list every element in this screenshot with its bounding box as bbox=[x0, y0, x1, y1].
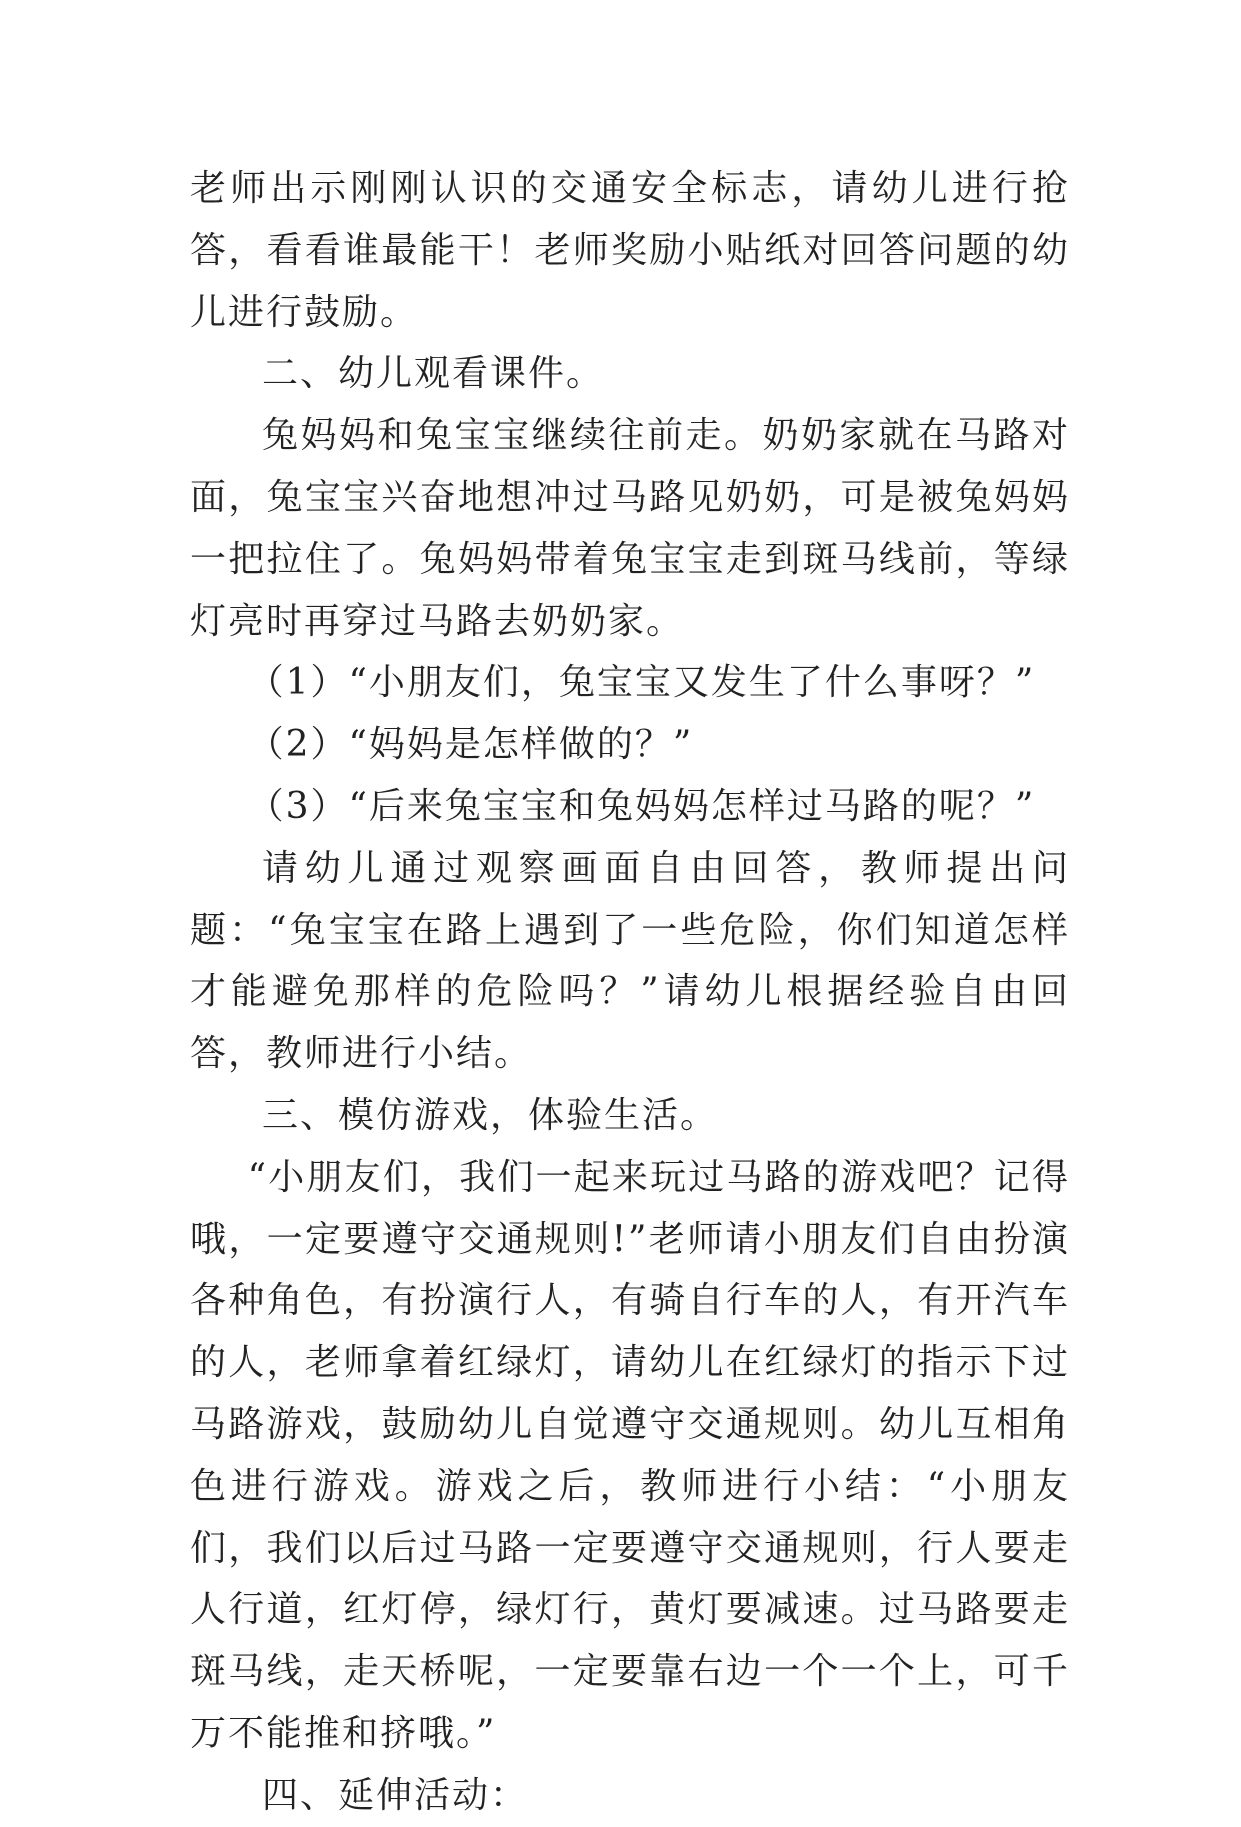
question-1: （1）“小朋友们，兔宝宝又发生了什么事呀？” bbox=[247, 662, 1036, 704]
paragraph-discussion: 请幼儿通过观察画面自由回答，教师提出问题：“兔宝宝在路上遇到了一些危险，你们知道怎样才能避免那样的危险吗？”请幼儿根据经验自由回答，教师进行小结。 bbox=[190, 847, 1070, 1075]
section-heading-extension: 四、延伸活动： bbox=[262, 1774, 529, 1816]
paragraph-game: “小朋友们，我们一起来玩过马路的游戏吧？记得哦，一定要遵守交通规则!”老师请小朋友们自由扮演各种角色，有扮演行人，有骑自行车的人，有开汽车的人，老师拿着红绿灯，请幼儿在红绿灯的指示下过马路游戏，鼓励幼儿自觉遵守交通规则。幼儿互相角色进行游戏。游戏之后，教师进行小结：“小朋友们，我们以后过马路一定要遵守交通规则，行人要走人行道，红灯停，绿灯行，黄灯要减速。过马路要走斑马线，走天桥呢，一定要靠右边一个一个上，可千万不能推和挤哦。” bbox=[190, 1156, 1070, 1754]
question-2: （2）“妈妈是怎样做的？” bbox=[247, 724, 694, 766]
question-3: （3）“后来兔宝宝和兔妈妈怎样过马路的呢？” bbox=[247, 785, 1036, 827]
paragraph-story: 兔妈妈和兔宝宝继续往前走。奶奶家就在马路对面，兔宝宝兴奋地想冲过马路见奶奶，可是被兔妈妈一把拉住了。兔妈妈带着兔宝宝走到斑马线前，等绿灯亮时再穿过马路去奶奶家。 bbox=[190, 415, 1070, 642]
section-heading-courseware: 二、幼儿观看课件。 bbox=[262, 353, 605, 395]
section-heading-game: 三、模仿游戏，体验生活。 bbox=[262, 1094, 719, 1136]
paragraph-reward: 老师出示刚刚认识的交通安全标志，请幼儿进行抢答，看看谁最能干！老师奖励小贴纸对回答问题的幼儿进行鼓励。 bbox=[190, 168, 1070, 333]
document-body bbox=[190, 158, 1070, 1827]
